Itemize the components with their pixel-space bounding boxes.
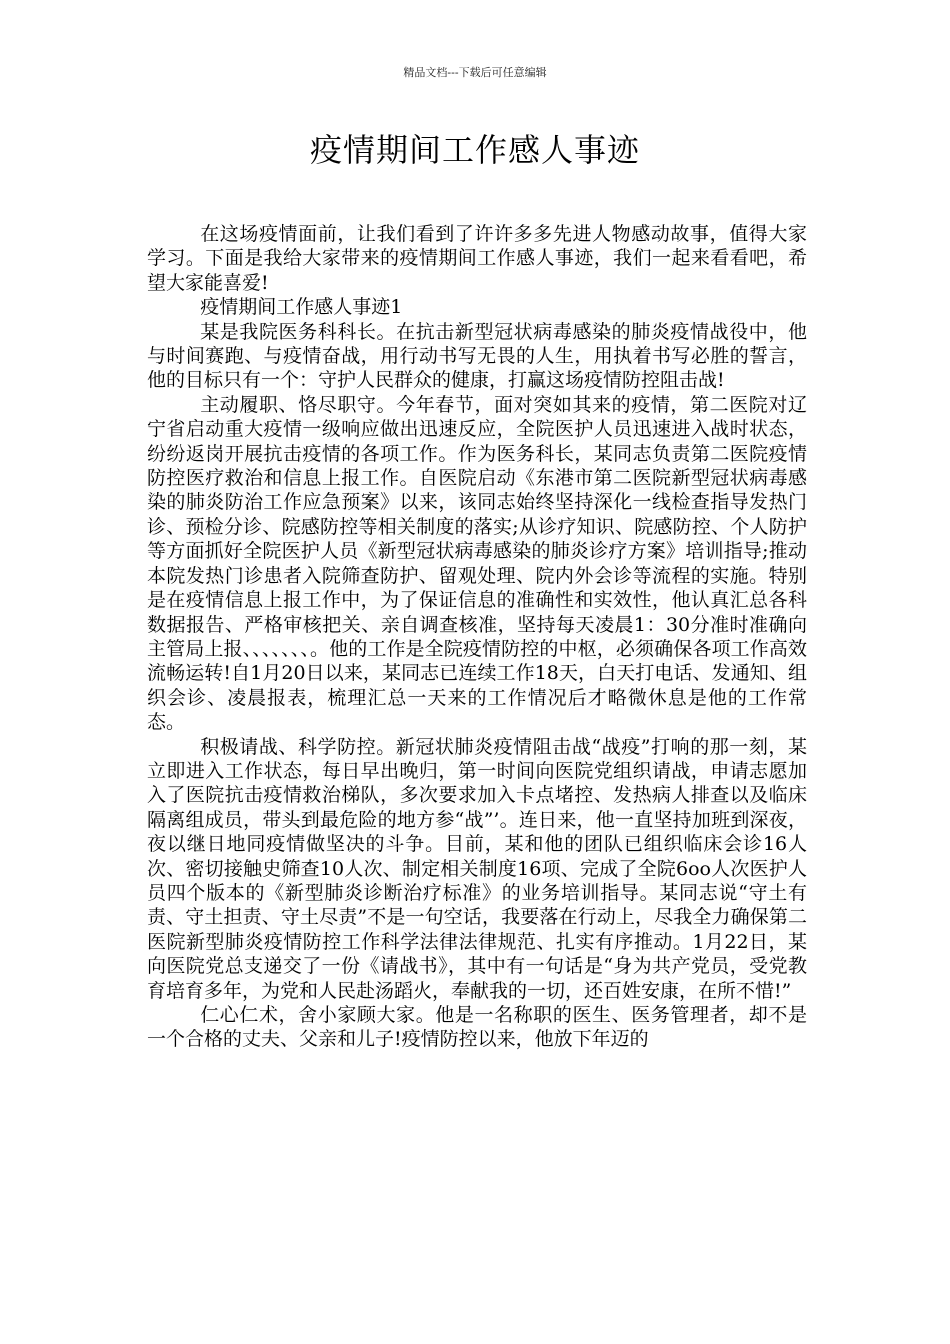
body-paragraph: 仁心仁术，舍小家顾大家。他是一名称职的医生、医务管理者，却不是一个合格的丈夫、父亲和儿子!疫情防控以来，他放下年迈的	[147, 1004, 807, 1051]
intro-paragraph: 在这场疫情面前，让我们看到了许许多多先进人物感动故事，值得大家学习。下面是我给大家带来的疫情期间工作感人事迹，我们一起来看看吧，希望大家能喜爱!	[147, 223, 807, 294]
body-paragraph: 某是我院医务科科长。在抗击新型冠状病毒感染的肺炎疫情战役中，他与时间赛跑、与疫情奋战，用行动书写无畏的人生，用执着书写必胜的誓言，他的目标只有一个：守护人民群众的健康，打赢这场疫情防控阻击战!	[147, 320, 807, 392]
body-paragraph: 主动履职、恪尽职守。今年春节，面对突如其来的疫情，第二医院对辽宁省启动重大疫情一级响应做出迅速反应，全院医护人员迅速进入战时状态，纷纷返岗开展抗击疫情的各项工作。作为医务科长，某同志负责第二医院疫情防控医疗救治和信息上报工作。自医院启动《东港市第二医院新型冠状病毒感染的肺炎防治工作应急预案》以来，该同志始终坚持深化一线检查指导发热门诊、预检分诊、院感防控等相关制度的落实;从诊疗知识、院感防控、个人防护等方面抓好全院医护人员《新型冠状病毒感染的肺炎诊疗方案》培训指导;推动本院发热门诊患者入院筛查防护、留观处理、院内外会诊等流程的实施。特别是在疫情信息上报工作中，为了保证信息的准确性和实效性，他认真汇总各科数据报告、严格审核把关、亲自调查核准，坚持每天凌晨1：30分准时准确向主管局上报、、、、、、、。他的工作是全院疫情防控的中枢，必须确保各项工作高效流畅运转!自1月20日以来，某同志已连续工作18天，白天打电话、发通知、组织会诊、凌晨报表，梳理汇总一天来的工作情况后才略微休息是他的工作常态。	[147, 393, 807, 734]
body-paragraph: 积极请战、科学防控。新冠状肺炎疫情阻击战“战疫”打响的那一刻，某立即进入工作状态，每日早出晚归，第一时间向医院党组织请战，申请志愿加入了医院抗击疫情救治梯队，多次要求加入卡点堵控、发热病人排查以及临床隔离组成员，带头到最危险的地方参“战”’。连日来，他一直坚持加班到深夜，夜以继日地同疫情做坚决的斗争。目前，某和他的团队已组织临床会诊16人次、密切接触史筛查10人次、制定相关制度16项、完成了全院6oo人次医护人员四个版本的《新型肺炎诊断治疗标准》的业务培训指导。某同志说“守土有责、守土担责、守土尽责”不是一句空话，我要落在行动上，尽我全力确保第二医院新型肺炎疫情防控工作科学法律法律规范、扎实有序推动。1月22日，某向医院党总支递交了一份《请战书》，其中有一句话是“身为共产党员，受党教育培育多年，为党和人民赴汤蹈火，奉献我的一切，还百姓安康，在所不惜!”	[147, 735, 807, 1002]
document-body	[147, 222, 807, 1052]
page-header-note: 精品文档---下载后可任意编辑	[403, 66, 547, 79]
section-heading: 疫情期间工作感人事迹1	[200, 296, 403, 319]
document-title: 疫情期间工作感人事迹	[309, 131, 640, 169]
